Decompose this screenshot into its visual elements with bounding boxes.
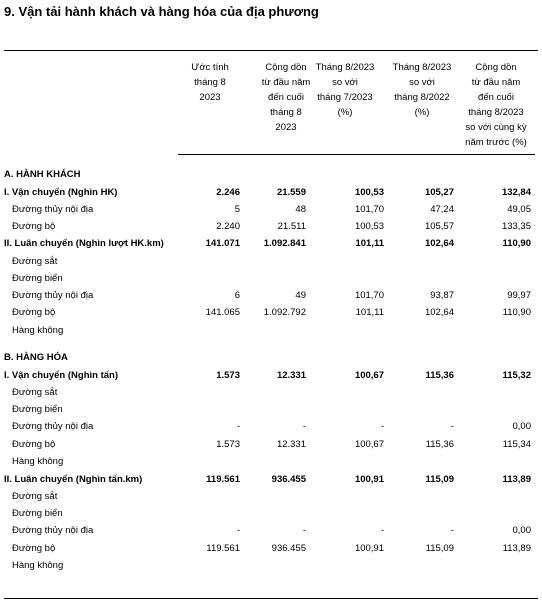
row-value: 115,36 — [425, 439, 454, 450]
row-value: 2.240 — [216, 221, 240, 232]
header-line: Ước tính — [191, 62, 229, 73]
row-label: Hàng không — [12, 325, 64, 336]
row-value: 101,70 — [354, 204, 384, 215]
row-value: 115,09 — [425, 474, 454, 485]
row-value: 936.455 — [271, 543, 306, 554]
header-line: từ đầu năm — [261, 77, 311, 88]
table-row — [0, 287, 542, 304]
header-line: Cộng dồn — [475, 62, 517, 73]
row-label: Đường bộ — [12, 221, 56, 232]
table-row — [0, 184, 542, 201]
row-label: Đường sắt — [12, 491, 58, 502]
header-line: năm trước (%) — [465, 137, 527, 148]
header-col-5 — [446, 60, 542, 150]
row-value: 101,70 — [354, 290, 384, 301]
header-line: (%) — [337, 107, 353, 118]
row-value: 47,24 — [430, 204, 454, 215]
row-value: 5 — [234, 204, 240, 215]
row-label: Hàng không — [12, 456, 64, 467]
row-label: A. HÀNH KHÁCH — [4, 169, 81, 180]
row-value: 115,36 — [425, 370, 454, 381]
row-value: 100,91 — [354, 543, 384, 554]
table-row — [0, 235, 542, 252]
row-value: 21.511 — [277, 221, 306, 232]
row-value: 12.331 — [276, 370, 306, 381]
header-line: tháng 8/2023 — [468, 107, 524, 118]
row-value: - — [236, 525, 240, 536]
row-value: - — [380, 525, 384, 536]
row-value: 100,91 — [354, 474, 384, 485]
row-value: 102,64 — [424, 238, 454, 249]
row-value: - — [302, 525, 306, 536]
table-row — [0, 201, 542, 218]
row-value: 1.092.792 — [263, 307, 306, 318]
row-value: 102,64 — [424, 307, 454, 318]
header-line: so với cùng kỳ — [465, 122, 527, 133]
row-value: 101,11 — [355, 307, 384, 318]
header-line: tháng 8 — [270, 107, 302, 118]
row-label: Đường biển — [12, 508, 63, 519]
row-value: 1.573 — [216, 439, 240, 450]
row-value: 1.573 — [216, 370, 240, 381]
row-value: 0,00 — [512, 525, 531, 536]
header-line: từ đầu năm — [471, 77, 521, 88]
table-row — [0, 384, 542, 401]
row-label: Đường sắt — [12, 256, 58, 267]
row-value: 105,27 — [424, 187, 454, 198]
header-line: Tháng 8/2023 — [315, 62, 375, 73]
row-label: Đường thủy nội địa — [12, 290, 94, 301]
row-label: Đường biển — [12, 404, 63, 415]
row-value: 21.559 — [276, 187, 306, 198]
table-row — [0, 488, 542, 505]
row-value: 119.561 — [206, 543, 240, 554]
header-line: Cộng dồn — [265, 62, 307, 73]
page-title: 9. Vận tải hành khách và hàng hóa của địa phương — [4, 4, 319, 19]
row-value: 93,87 — [430, 290, 454, 301]
header-line: đến cuối — [478, 92, 514, 103]
row-label: Đường bộ — [12, 543, 56, 554]
row-value: 1.092.841 — [263, 238, 306, 249]
row-value: 100,67 — [354, 439, 384, 450]
table-row — [0, 505, 542, 522]
row-label: II. Luân chuyển (Nghìn lượt HK.km) — [4, 238, 164, 249]
row-value: 12.331 — [276, 439, 306, 450]
row-label: Đường bộ — [12, 439, 56, 450]
row-value: 100,53 — [354, 187, 384, 198]
row-value: - — [380, 421, 384, 432]
table-row — [0, 401, 542, 418]
header-underline — [178, 154, 535, 155]
table-row — [0, 418, 542, 435]
row-value: 936.455 — [271, 474, 306, 485]
row-value: 2.246 — [216, 187, 240, 198]
table-row — [0, 322, 542, 339]
header-line: đến cuối — [268, 92, 304, 103]
row-value: 48 — [295, 204, 306, 215]
table-row — [0, 557, 542, 574]
table-row — [0, 166, 542, 183]
row-value: 141.071 — [205, 238, 240, 249]
row-value: 113,89 — [502, 543, 531, 554]
table-top-rule — [4, 50, 538, 51]
row-value: - — [236, 421, 240, 432]
table-row — [0, 471, 542, 488]
table-row — [0, 304, 542, 321]
header-line: Tháng 8/2023 — [392, 62, 452, 73]
row-value: 110,90 — [502, 307, 531, 318]
table-row — [0, 349, 542, 366]
row-value: 115,09 — [425, 543, 454, 554]
row-value: 100,67 — [354, 370, 384, 381]
header-line: tháng 7/2023 — [317, 92, 373, 103]
row-value: 6 — [234, 290, 240, 301]
row-value: 133,35 — [501, 221, 531, 232]
row-label: Đường sắt — [12, 387, 58, 398]
header-line: so với — [409, 77, 435, 88]
row-value: 115,32 — [502, 370, 531, 381]
row-value: 49 — [295, 290, 306, 301]
row-label: Đường thủy nội địa — [12, 421, 94, 432]
row-value: 99,97 — [507, 290, 531, 301]
row-value: 49,05 — [507, 204, 531, 215]
row-label: II. Luân chuyển (Nghìn tấn.km) — [4, 474, 143, 485]
table-row — [0, 367, 542, 384]
header-line: 2023 — [199, 92, 221, 103]
row-value: 113,89 — [502, 474, 531, 485]
row-label: Hàng không — [12, 560, 64, 571]
row-label: Đường thủy nội địa — [12, 204, 94, 215]
row-value: 141.065 — [205, 307, 240, 318]
header-line: tháng 8 — [194, 77, 226, 88]
table-row — [0, 270, 542, 287]
row-value: 105,57 — [424, 221, 454, 232]
row-value: 0,00 — [512, 421, 531, 432]
header-line: 2023 — [275, 122, 297, 133]
row-label: I. Vận chuyển (Nghìn tấn) — [4, 370, 119, 381]
row-label: I. Vận chuyển (Nghìn HK) — [4, 187, 118, 198]
row-label: Đường bộ — [12, 307, 56, 318]
row-value: 101,11 — [355, 238, 384, 249]
row-value: 110,90 — [502, 238, 531, 249]
row-value: 100,53 — [354, 221, 384, 232]
header-line: (%) — [414, 107, 430, 118]
header-line: so với — [332, 77, 358, 88]
row-value: 132,84 — [501, 187, 531, 198]
row-label: B. HÀNG HÓA — [4, 352, 68, 363]
row-value: 119.561 — [206, 474, 240, 485]
table-row — [0, 540, 542, 557]
table-row — [0, 253, 542, 270]
table-row — [0, 436, 542, 453]
table-row — [0, 522, 542, 539]
table-row — [0, 218, 542, 235]
row-label: Đường thủy nội địa — [12, 525, 94, 536]
row-value: 115,34 — [502, 439, 531, 450]
header-line: tháng 8/2022 — [394, 92, 450, 103]
row-label: Đường biển — [12, 273, 63, 284]
row-value: - — [450, 525, 454, 536]
row-value: - — [450, 421, 454, 432]
row-value: - — [302, 421, 306, 432]
table-row — [0, 453, 542, 470]
table-bottom-rule — [4, 598, 538, 599]
